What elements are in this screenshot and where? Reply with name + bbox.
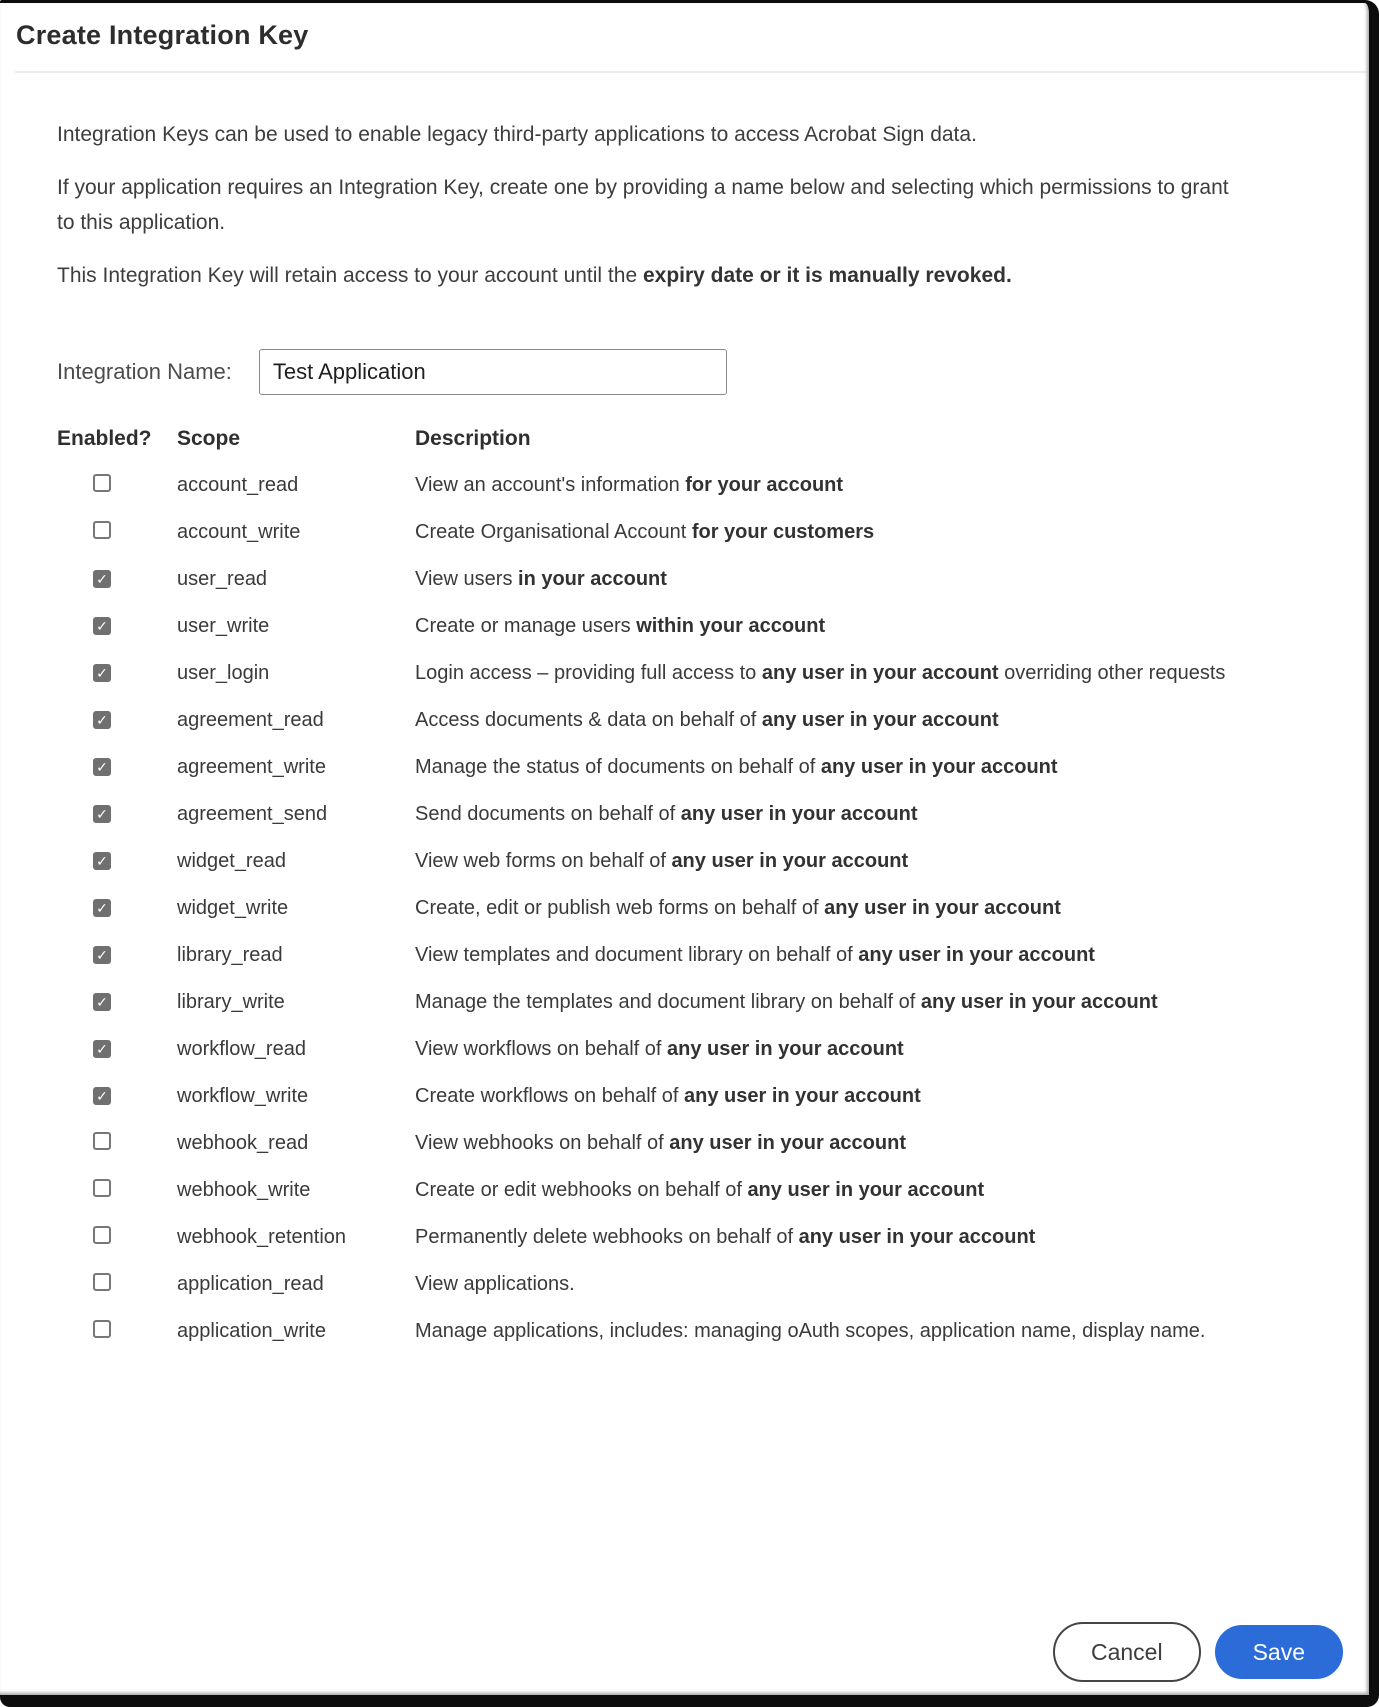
- scope-name: widget_read: [177, 850, 286, 872]
- scope-name: workflow_write: [177, 1085, 309, 1107]
- intro: [57, 117, 1240, 293]
- table-row: [57, 462, 1240, 509]
- user_login-checkbox[interactable]: ✓: [93, 664, 111, 682]
- scope-description: Create, edit or publish web forms on behalf of any user in your account: [415, 897, 1061, 919]
- table-row: [57, 1214, 1240, 1261]
- scope-name: agreement_send: [177, 803, 328, 825]
- enabled-cell: [57, 1087, 177, 1106]
- save-button[interactable]: Save: [1215, 1625, 1343, 1679]
- scope-name: agreement_read: [177, 709, 324, 731]
- scope-description: Create Organisational Account for your customers: [415, 521, 875, 543]
- widget_read-checkbox[interactable]: ✓: [93, 852, 111, 870]
- library_read-checkbox[interactable]: ✓: [93, 946, 111, 964]
- scope-name: library_read: [177, 944, 283, 966]
- scope-name: user_login: [177, 662, 270, 684]
- webhook_read-checkbox[interactable]: [93, 1132, 111, 1150]
- scope-description: View webhooks on behalf of any user in your account: [415, 1132, 906, 1154]
- enabled-cell: [57, 758, 177, 777]
- scope-description: Permanently delete webhooks on behalf of any user in your account: [415, 1226, 1036, 1248]
- scope-table-body: [57, 462, 1240, 1355]
- scope-description: Create or manage users within your account: [415, 615, 826, 637]
- integration-name-label: Integration Name:: [57, 359, 232, 384]
- enabled-cell: [57, 1320, 177, 1343]
- intro-paragraph: Integration Keys can be used to enable legacy third-party applications to access Acrobat Sign data.: [57, 123, 977, 146]
- scope-description: Manage the templates and document library on behalf of any user in your account: [415, 991, 1158, 1013]
- enabled-cell: [57, 664, 177, 683]
- scope-name: library_write: [177, 991, 285, 1013]
- account_write-checkbox[interactable]: [93, 521, 111, 539]
- scope-description: Create or edit webhooks on behalf of any user in your account: [415, 1179, 985, 1201]
- table-row: [57, 1073, 1240, 1120]
- user_read-checkbox[interactable]: ✓: [93, 570, 111, 588]
- enabled-cell: [57, 617, 177, 636]
- scope-description: View web forms on behalf of any user in your account: [415, 850, 909, 872]
- scope-description: Login access – providing full access to any user in your account overriding other requests: [415, 662, 1226, 684]
- scope-table: [57, 421, 1240, 1355]
- scope-description: View applications.: [415, 1273, 575, 1295]
- enabled-cell: [57, 521, 177, 544]
- scope-description: View users in your account: [415, 568, 667, 590]
- table-row: [57, 697, 1240, 744]
- dialog-header: [0, 0, 1379, 51]
- workflow_read-checkbox[interactable]: ✓: [93, 1040, 111, 1058]
- library_write-checkbox[interactable]: ✓: [93, 993, 111, 1011]
- enabled-cell: [57, 1273, 177, 1296]
- scope-description: Access documents & data on behalf of any user in your account: [415, 709, 999, 731]
- table-row: [57, 1308, 1240, 1355]
- enabled-cell: [57, 1132, 177, 1155]
- enabled-cell: [57, 711, 177, 730]
- table-row: [57, 744, 1240, 791]
- enabled-cell: [57, 570, 177, 589]
- table-row: [57, 791, 1240, 838]
- scope-description: View an account's information for your account: [415, 474, 844, 496]
- scope-description: Manage the status of documents on behalf of any user in your account: [415, 756, 1058, 778]
- workflow_write-checkbox[interactable]: ✓: [93, 1087, 111, 1105]
- column-header-enabled: Enabled?: [57, 427, 152, 450]
- agreement_send-checkbox[interactable]: ✓: [93, 805, 111, 823]
- enabled-cell: [57, 1179, 177, 1202]
- scope-description: Send documents on behalf of any user in your account: [415, 803, 918, 825]
- integration-name-input[interactable]: [259, 349, 727, 395]
- scope-name: account_write: [177, 521, 301, 543]
- enabled-cell: [57, 805, 177, 824]
- scope-name: user_read: [177, 568, 268, 590]
- column-header-description: Description: [415, 427, 531, 450]
- table-row: [57, 603, 1240, 650]
- scope-name: account_read: [177, 474, 299, 496]
- enabled-cell: [57, 1226, 177, 1249]
- agreement_write-checkbox[interactable]: ✓: [93, 758, 111, 776]
- scope-name: widget_write: [177, 897, 289, 919]
- user_write-checkbox[interactable]: ✓: [93, 617, 111, 635]
- scope-description: View templates and document library on behalf of any user in your account: [415, 944, 1095, 966]
- table-row: [57, 1167, 1240, 1214]
- table-row: [57, 556, 1240, 603]
- table-row: [57, 1120, 1240, 1167]
- webhook_retention-checkbox[interactable]: [93, 1226, 111, 1244]
- scope-name: application_read: [177, 1273, 324, 1295]
- table-row: [57, 838, 1240, 885]
- page-title: Create Integration Key: [16, 20, 309, 50]
- cancel-button[interactable]: Cancel: [1053, 1622, 1201, 1682]
- scope-name: workflow_read: [177, 1038, 306, 1060]
- intro-paragraph: If your application requires an Integration Key, create one by providing a name below and selecting which permissions to grant to this application.: [57, 176, 1229, 234]
- application_write-checkbox[interactable]: [93, 1320, 111, 1338]
- table-row: [57, 509, 1240, 556]
- table-row: [57, 650, 1240, 697]
- enabled-cell: [57, 899, 177, 918]
- integration-name-row: [57, 349, 1240, 395]
- dialog-body: [0, 73, 1379, 1355]
- scope-name: webhook_retention: [177, 1226, 347, 1248]
- widget_write-checkbox[interactable]: ✓: [93, 899, 111, 917]
- enabled-cell: [57, 1040, 177, 1059]
- enabled-cell: [57, 474, 177, 497]
- webhook_write-checkbox[interactable]: [93, 1179, 111, 1197]
- scope-description: Create workflows on behalf of any user in your account: [415, 1085, 921, 1107]
- scope-name: application_write: [177, 1320, 326, 1342]
- table-row: [57, 979, 1240, 1026]
- scope-name: webhook_read: [177, 1132, 309, 1154]
- dialog-footer: [1053, 1622, 1343, 1682]
- scope-name: user_write: [177, 615, 270, 637]
- table-row: [57, 932, 1240, 979]
- column-header-scope: Scope: [177, 427, 241, 450]
- enabled-cell: [57, 993, 177, 1012]
- scope-description: Manage applications, includes: managing oAuth scopes, application name, display name.: [415, 1320, 1206, 1342]
- agreement_read-checkbox[interactable]: ✓: [93, 711, 111, 729]
- table-row: [57, 1026, 1240, 1073]
- scope-table-header: [57, 421, 1240, 456]
- enabled-cell: [57, 946, 177, 965]
- scope-name: agreement_write: [177, 756, 326, 778]
- scope-name: webhook_write: [177, 1179, 311, 1201]
- enabled-cell: [57, 852, 177, 871]
- intro-paragraph: This Integration Key will retain access to your account until the expiry date or it is manually revoked.: [57, 264, 1012, 287]
- account_read-checkbox[interactable]: [93, 474, 111, 492]
- table-row: [57, 1261, 1240, 1308]
- application_read-checkbox[interactable]: [93, 1273, 111, 1291]
- table-row: [57, 885, 1240, 932]
- scope-description: View workflows on behalf of any user in your account: [415, 1038, 904, 1060]
